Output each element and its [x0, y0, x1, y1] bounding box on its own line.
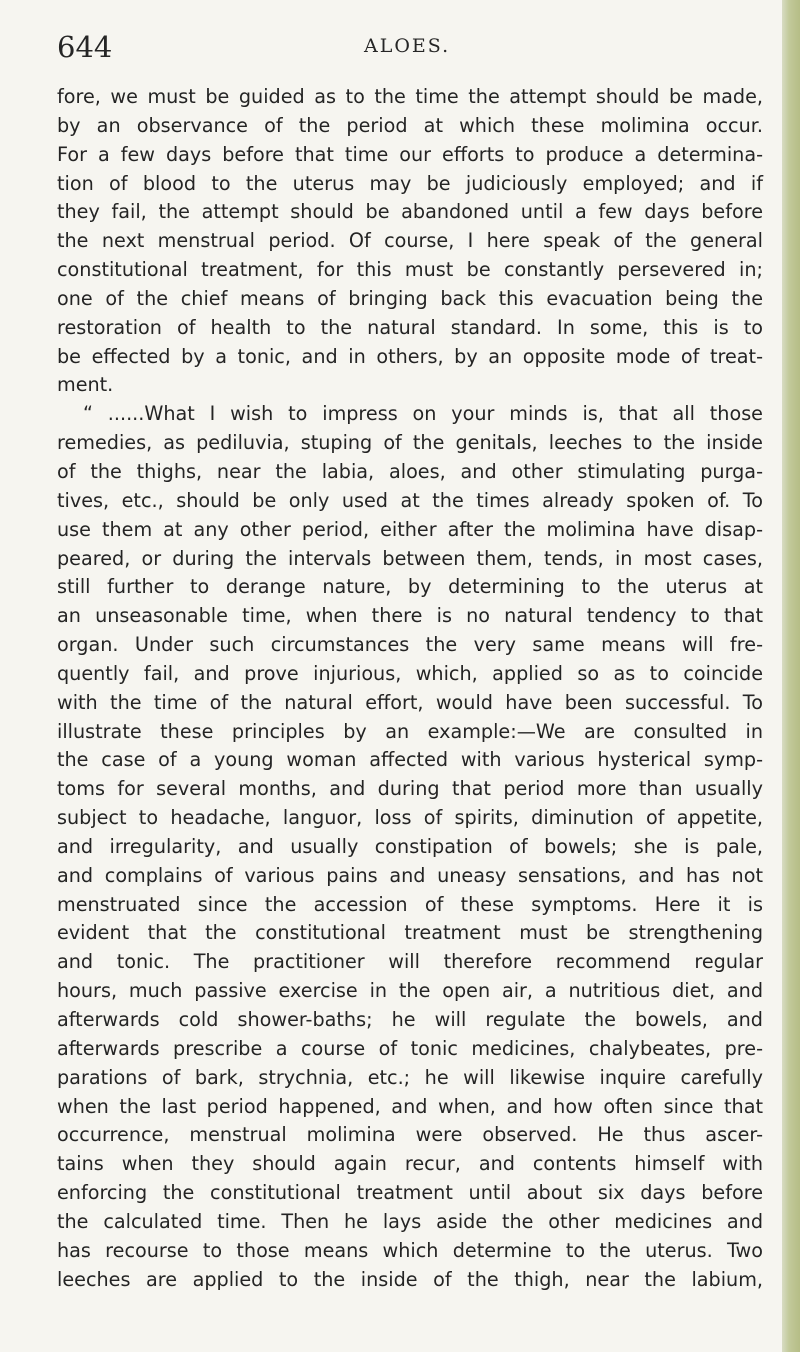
text-line: constitutional treatment, for this must be constantly persevered in; — [57, 258, 763, 282]
text-line: tion of blood to the uterus may be judiciously employed; and if — [57, 171, 763, 195]
text-line: one of the chief means of bringing back this evacuation being the — [57, 286, 763, 310]
text-line: leeches are applied to the inside of the thigh, near the labium, — [57, 1267, 763, 1291]
text-line: the calculated time. Then he lays aside the other medicines and — [57, 1209, 763, 1233]
text-line: quently fail, and prove injurious, which, applied so as to coincide — [57, 661, 763, 685]
text-line: “ ......What I wish to impress on your minds is, that all those — [83, 402, 763, 426]
text-line: and tonic. The practitioner will therefore recommend regular — [57, 950, 763, 974]
text-line: fore, we must be guided as to the time the attempt should be made, — [57, 85, 763, 108]
text-line: by an observance of the period at which these molimina occur. — [57, 113, 763, 137]
text-line: organ. Under such circumstances the very same means will fre- — [57, 633, 763, 657]
page-header — [57, 30, 757, 70]
page-edge — [782, 0, 800, 1352]
text-line: tains when they should again recur, and contents himself with — [57, 1152, 763, 1176]
text-line: toms for several months, and during that period more than usually — [57, 777, 763, 801]
text-line: restoration of health to the natural standard. In some, this is to — [57, 315, 763, 339]
text-line: and complains of various pains and uneasy sensations, and has not — [57, 863, 763, 887]
text-line: use them at any other period, either after the molimina have disap- — [57, 517, 763, 541]
text-line: illustrate these principles by an example:—We are consulted in — [57, 719, 763, 743]
text-line: ment. — [57, 373, 114, 397]
text-line: evident that the constitutional treatment must be strengthening — [57, 921, 763, 945]
text-line: has recourse to those means which determine to the uterus. Two — [57, 1238, 763, 1262]
text-line: enforcing the constitutional treatment until about six days before — [57, 1181, 763, 1205]
body-text — [57, 83, 763, 1294]
text-line: tives, etc., should be only used at the times already spoken of. To — [57, 488, 763, 512]
text-line: when the last period happened, and when, and how often since that — [57, 1094, 763, 1118]
running-head: ALOES. — [364, 35, 451, 57]
text-line: with the time of the natural effort, would have been successful. To — [57, 690, 763, 714]
text-line: an unseasonable time, when there is no natural tendency to that — [57, 604, 763, 628]
page-number: 644 — [57, 30, 113, 64]
text-line: afterwards cold shower-baths; he will regulate the bowels, and — [57, 1008, 763, 1031]
text-line: parations of bark, strychnia, etc.; he will likewise inquire carefully — [57, 1065, 763, 1089]
text-line: menstruated since the accession of these symptoms. Here it is — [57, 892, 763, 916]
text-line: and irregularity, and usually constipation of bowels; she is pale, — [57, 834, 763, 858]
text-line: hours, much passive exercise in the open air, a nutritious diet, and — [57, 979, 763, 1003]
text-line: they fail, the attempt should be abandoned until a few days before — [57, 200, 763, 224]
text-line: remedies, as pediluvia, stuping of the genitals, leeches to the inside — [57, 431, 763, 455]
text-line: subject to headache, languor, loss of spirits, diminution of appetite, — [57, 806, 763, 830]
text-line: be effected by a tonic, and in others, by an opposite mode of treat- — [57, 344, 763, 368]
text-line: the next menstrual period. Of course, I here speak of the general — [57, 229, 763, 253]
text-line: the case of a young woman affected with various hysterical symp- — [57, 748, 763, 772]
text-line: afterwards prescribe a course of tonic medicines, chalybeates, pre- — [57, 1036, 763, 1060]
text-line: occurrence, menstrual molimina were observed. He thus ascer- — [57, 1123, 763, 1147]
text-line: peared, or during the intervals between them, tends, in most cases, — [57, 546, 763, 570]
text-line: still further to derange nature, by determining to the uterus at — [57, 575, 763, 599]
text-line: For a few days before that time our efforts to produce a determina- — [57, 142, 763, 166]
text-line: of the thighs, near the labia, aloes, and other stimulating purga- — [57, 459, 763, 483]
